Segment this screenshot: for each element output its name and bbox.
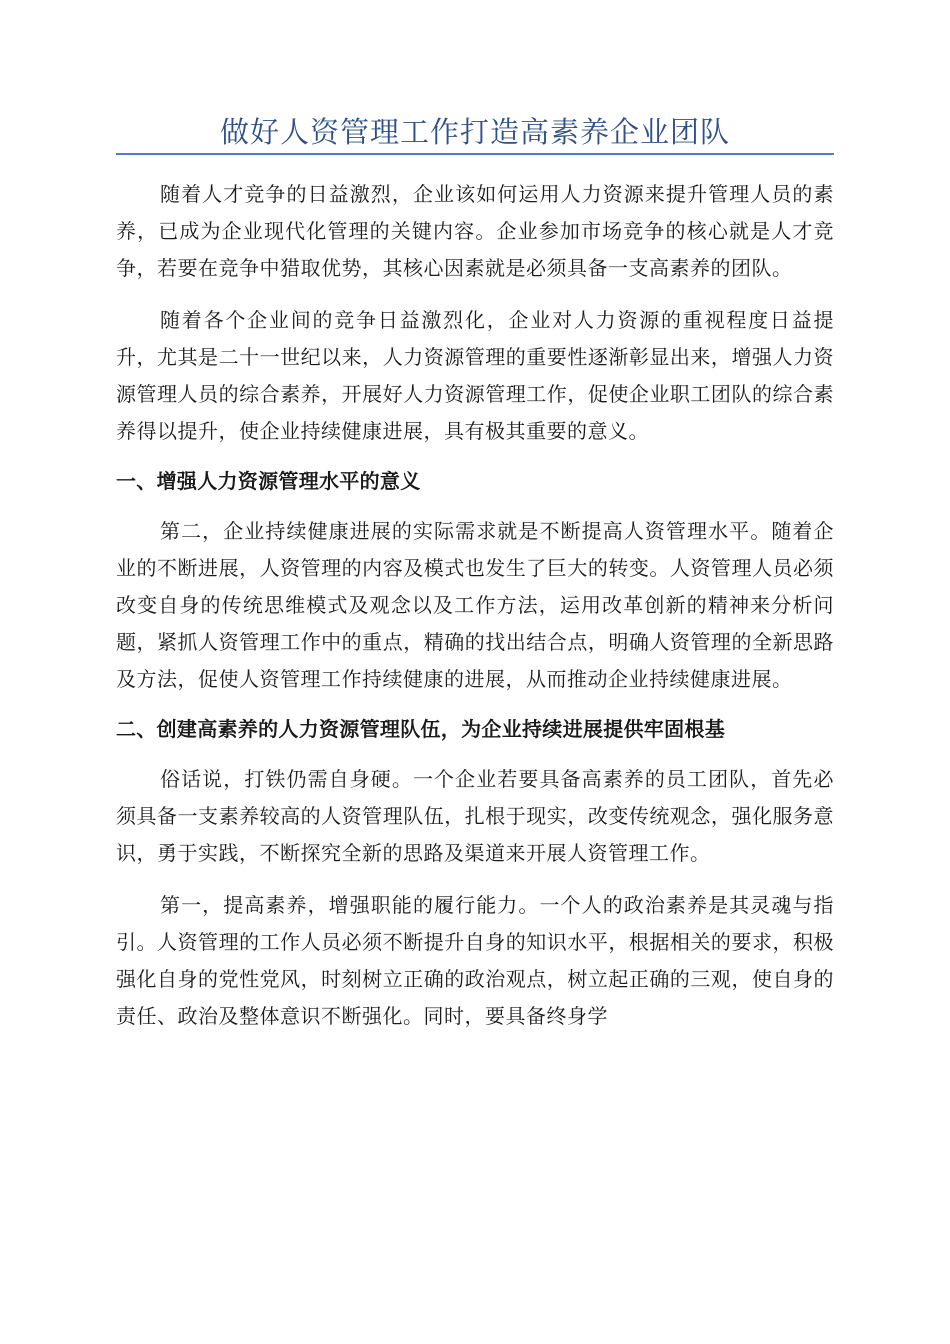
paragraph: 第一，提高素养，增强职能的履行能力。一个人的政治素养是其灵魂与指引。人资管理的工作人员必须不断提升自身的知识水平，根据相关的要求，积极强化自身的党性党风，时刻树立正确的政治观点，树立起正确的三观，使自身的责任、政治及整体意识不断强化。同时，要具备终身学 <box>116 893 834 1028</box>
section-heading: 二、创建高素养的人力资源管理队伍，为企业持续进展提供牢固根基 <box>116 717 725 741</box>
document-body <box>116 176 834 1050</box>
paragraph: 第二，企业持续健康进展的实际需求就是不断提高人资管理水平。随着企业的不断进展，人资管理的内容及模式也发生了巨大的转变。人资管理人员必须改变自身的传统思维模式及观念以及工作方法，运用改革创新的精神来分析问题，紧抓人资管理工作中的重点，精确的找出结合点，明确人资管理的全新思路及方法，促使人资管理工作持续健康的进展，从而推动企业持续健康进展。 <box>116 519 834 691</box>
title-underline <box>116 153 834 155</box>
paragraph: 随着人才竞争的日益激烈，企业该如何运用人力资源来提升管理人员的素养，已成为企业现代化管理的关键内容。企业参加市场竞争的核心就是人才竞争，若要在竞争中猎取优势，其核心因素就是必须具备一支高素养的团队。 <box>116 182 834 280</box>
section-heading: 一、增强人力资源管理水平的意义 <box>116 469 421 493</box>
paragraph: 随着各个企业间的竞争日益激烈化，企业对人力资源的重视程度日益提升，尤其是二十一世纪以来，人力资源管理的重要性逐渐彰显出来，增强人力资源管理人员的综合素养，开展好人力资源管理工作，促使企业职工团队的综合素养得以提升，使企业持续健康进展，具有极其重要的意义。 <box>116 308 834 443</box>
page-title: 做好人资管理工作打造高素养企业团队 <box>219 115 730 149</box>
paragraph: 俗话说，打铁仍需自身硬。一个企业若要具备高素养的员工团队，首先必须具备一支素养较高的人资管理队伍，扎根于现实，改变传统观念，强化服务意识，勇于实践，不断探究全新的思路及渠道来开展人资管理工作。 <box>116 767 834 865</box>
